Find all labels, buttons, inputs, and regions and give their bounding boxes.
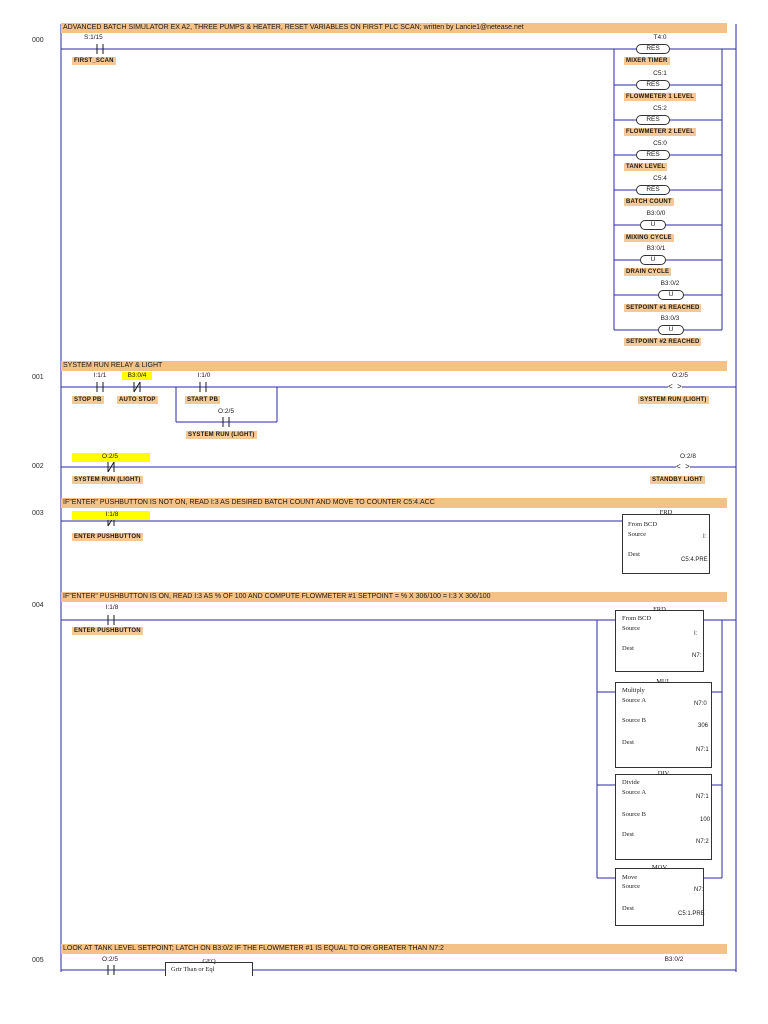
- contact-address: O:2/5: [218, 408, 234, 415]
- coil-address: C5:4: [653, 175, 667, 182]
- source-label: Source: [622, 883, 641, 890]
- mul-instruction-block[interactable]: [615, 678, 712, 768]
- mnemonic: FRD: [653, 606, 666, 613]
- coil-address: B3:0/2: [660, 280, 680, 287]
- coil-address: B3:0/3: [660, 315, 680, 322]
- coil-address: O:2/5: [672, 372, 688, 379]
- rung-number: 000: [32, 37, 44, 44]
- instruction-title: Grtr Than or Eql: [171, 966, 215, 973]
- mnemonic: GEQ: [202, 958, 216, 965]
- coil-address: B3:0/2: [664, 956, 684, 963]
- source-value: I:: [703, 534, 707, 540]
- dest-value: N7:1: [696, 747, 709, 753]
- res-instruction[interactable]: RES: [636, 115, 670, 125]
- rung-number: 001: [32, 374, 44, 381]
- geq-instruction-block[interactable]: [165, 958, 253, 976]
- dest-value: N7:: [692, 653, 702, 659]
- source-value: I:: [694, 631, 698, 637]
- source-b-value: 100: [700, 817, 711, 823]
- coil-address: B3:0/1: [646, 245, 666, 252]
- coil-address: B3:0/0: [646, 210, 666, 217]
- rung-number: 002: [32, 463, 44, 470]
- contact-address: O:2/5: [102, 956, 118, 963]
- rung-number: 005: [32, 957, 44, 964]
- contact-address: I:1/8: [105, 604, 119, 611]
- instruction-title: Multiply: [622, 687, 645, 694]
- instruction-title: Move: [622, 874, 638, 881]
- coil-label: FLOWMETER 1 LEVEL: [626, 94, 695, 100]
- res-instruction[interactable]: RES: [636, 44, 670, 54]
- instruction-title: From BCD: [628, 521, 658, 528]
- coil-address: C5:1: [653, 70, 667, 77]
- coil-address: O:2/8: [680, 453, 696, 460]
- mnemonic: MUL: [656, 678, 671, 685]
- source-b-label: Source B: [622, 717, 647, 724]
- coil-label: SETPOINT #1 REACHED: [626, 305, 700, 311]
- dest-label: Dest: [628, 551, 640, 558]
- rung-comment: SYSTEM RUN RELAY & LIGHT: [61, 361, 727, 371]
- frd-instruction-block[interactable]: [622, 509, 710, 574]
- mov-instruction-block[interactable]: [615, 864, 705, 926]
- coil-label: TANK LEVEL: [626, 164, 666, 170]
- contact-label: AUTO STOP: [119, 397, 156, 403]
- dest-label: Dest: [622, 739, 634, 746]
- contact-address: I:1/8: [105, 511, 119, 518]
- rung-number: 003: [32, 510, 44, 517]
- contact-address: I:1/1: [93, 372, 107, 379]
- unlatch-coil[interactable]: U: [658, 290, 684, 300]
- contact-label: SYSTEM RUN (LIGHT): [74, 477, 141, 483]
- unlatch-coil[interactable]: U: [640, 255, 666, 265]
- frd-instruction-block[interactable]: [615, 606, 704, 672]
- contact-label: SYSTEM RUN (LIGHT): [188, 432, 255, 438]
- res-instruction[interactable]: RES: [636, 185, 670, 195]
- contact-label: ENTER PUSHBUTTON: [74, 628, 141, 634]
- unlatch-coil[interactable]: U: [640, 220, 666, 230]
- rung-comment: ADVANCED BATCH SIMULATOR EX A2, THREE PUMPS & HEATER, RESET VARIABLES ON FIRST PLC SCAN; written by Lancie1@netease.net: [61, 23, 727, 33]
- mnemonic: FRD: [659, 509, 673, 516]
- coil-label: STANDBY LIGHT: [652, 477, 703, 483]
- contact-address: I:1/0: [197, 372, 211, 379]
- output-coil[interactable]: < >: [668, 382, 682, 391]
- coil-address: T4:0: [653, 34, 667, 41]
- dest-label: Dest: [622, 905, 634, 912]
- coil-label: MIXING CYCLE: [626, 235, 672, 241]
- rung-number: 004: [32, 602, 44, 609]
- source-b-label: Source B: [622, 811, 647, 818]
- mnemonic: MOV: [651, 864, 668, 871]
- source-a-label: Source A: [622, 789, 647, 796]
- source-label: Source: [622, 625, 641, 632]
- source-b-value: 306: [698, 723, 709, 729]
- dest-label: Dest: [622, 831, 634, 838]
- source-a-value: N7:0: [694, 701, 707, 707]
- res-instruction[interactable]: RES: [636, 80, 670, 90]
- rung-comment: IF"ENTER" PUSHBUTTON IS NOT ON, READ I:3 AS DESIRED BATCH COUNT AND MOVE TO COUNTER C5:4.ACC: [61, 498, 727, 508]
- coil-label: BATCH COUNT: [626, 199, 672, 205]
- dest-value: C5:1.PRE: [678, 911, 705, 917]
- source-value: N7:: [694, 887, 704, 893]
- coil-label: SETPOINT #2 REACHED: [626, 339, 700, 345]
- div-instruction-block[interactable]: [615, 770, 712, 860]
- dest-value: C5:4.PRE: [681, 557, 708, 563]
- dest-label: Dest: [622, 645, 634, 652]
- mnemonic: DIV: [657, 770, 670, 777]
- dest-value: N7:2: [696, 839, 709, 845]
- rung-comment: IF"ENTER" PUSHBUTTON IS ON, READ I:3 AS % OF 100 AND COMPUTE FLOWMETER #1 SETPOINT = % X 306/100 = I:3 X 306/100: [61, 592, 727, 602]
- contact-label: ENTER PUSHBUTTON: [74, 534, 141, 540]
- coil-label: DRAIN CYCLE: [626, 269, 670, 275]
- coil-label: MIXER TIMER: [626, 58, 668, 64]
- contact-label: FIRST_SCAN: [74, 58, 114, 64]
- output-coil[interactable]: < >: [676, 462, 690, 471]
- res-instruction[interactable]: RES: [636, 150, 670, 160]
- contact-label: START PB: [187, 397, 219, 403]
- source-a-value: N7:1: [696, 794, 709, 800]
- source-label: Source: [628, 531, 647, 538]
- contact-label: STOP PB: [74, 397, 102, 403]
- coil-label: SYSTEM RUN (LIGHT): [640, 397, 707, 403]
- coil-address: C5:2: [653, 105, 667, 112]
- coil-address: C5:0: [653, 140, 667, 147]
- instruction-title: From BCD: [622, 615, 652, 622]
- contact-address: S:1/15: [84, 34, 103, 41]
- instruction-title: Divide: [622, 779, 640, 786]
- contact-address: B3:0/4: [122, 372, 152, 380]
- source-a-label: Source A: [622, 697, 647, 704]
- coil-label: FLOWMETER 2 LEVEL: [626, 129, 695, 135]
- rung-comment: LOOK AT TANK LEVEL SETPOINT; LATCH ON B3:0/2 IF THE FLOWMETER #1 IS EQUAL TO OR GREATER THAN N7:2: [61, 944, 727, 954]
- contact-address: O:2/5: [102, 453, 118, 460]
- unlatch-coil[interactable]: U: [658, 325, 684, 335]
